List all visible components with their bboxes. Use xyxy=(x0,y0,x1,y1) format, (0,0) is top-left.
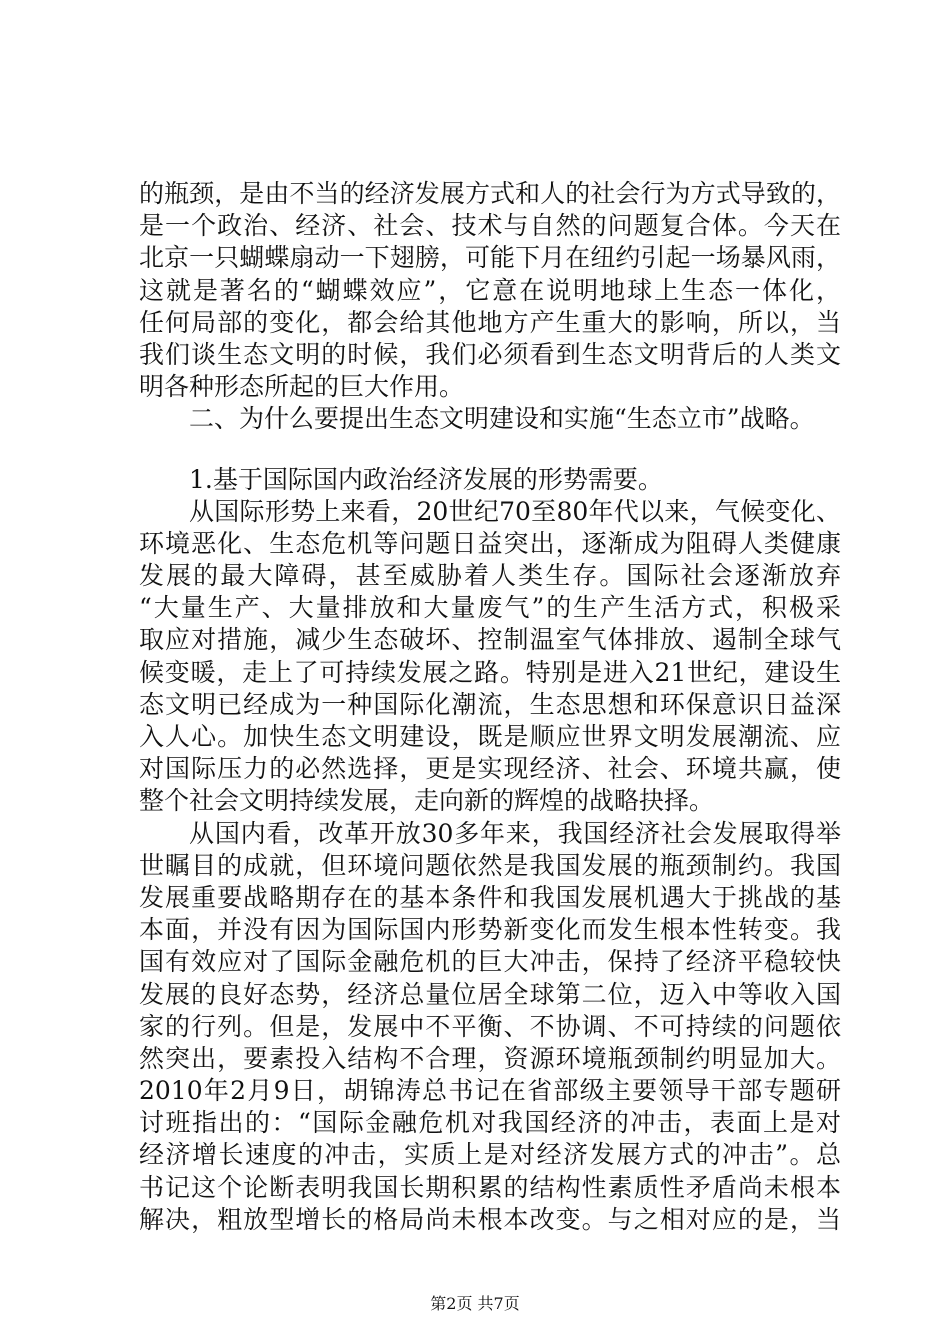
text-line: 环境恶化、生态危机等问题日益突出，逐渐成为阻碍人类健康 xyxy=(139,528,841,558)
page-footer: 第2页 共7页 xyxy=(430,1294,520,1313)
text-line: 入人心。加快生态文明建设，既是顺应世界文明发展潮流、应 xyxy=(139,722,841,751)
text-line: 本面，并没有因为国际国内形势新变化而发生根本性转变。我 xyxy=(139,915,841,945)
text-line: 解决，粗放型增长的格局尚未根本改变。与之相对应的是，当 xyxy=(139,1204,841,1234)
text-line: 态文明已经成为一种国际化潮流，生态思想和环保意识日益深 xyxy=(139,689,841,719)
text-line: 经济增长速度的冲击，实质上是对经济发展方式的冲击”。总 xyxy=(139,1140,841,1170)
text-line: 二、为什么要提出生态文明建设和实施“生态立市”战略。 xyxy=(189,404,815,434)
text-line: 明各种形态所起的巨大作用。 xyxy=(139,372,465,402)
text-line: 然突出，要素投入结构不合理，资源环境瓶颈制约明显加大。 xyxy=(139,1043,841,1073)
text-line: 我们谈生态文明的时候，我们必须看到生态文明背后的人类文 xyxy=(139,339,841,369)
text-line: 国有效应对了国际金融危机的巨大冲击，保持了经济平稳较快 xyxy=(139,947,841,977)
paragraph xyxy=(139,178,841,403)
text-line: 任何局部的变化，都会给其他地方产生重大的影响，所以，当 xyxy=(139,307,841,337)
text-line: 这就是著名的“蝴蝶效应”，它意在说明地球上生态一体化， xyxy=(139,275,841,305)
paragraph xyxy=(139,818,841,1236)
section-heading xyxy=(139,403,841,435)
text-line: 2010年2月9日，胡锦涛总书记在省部级主要领导干部专题研 xyxy=(139,1076,841,1106)
text-line: 发展重要战略期存在的基本条件和我国发展机遇大于挑战的基 xyxy=(139,882,841,912)
text-line: 从国内看，改革开放30多年来，我国经济社会发展取得举 xyxy=(189,818,841,848)
text-line: 发展的最大障碍，甚至威胁着人类生存。国际社会逐渐放弃 xyxy=(139,561,841,591)
text-line: “大量生产、大量排放和大量废气”的生产生活方式，积极采 xyxy=(139,593,841,623)
text-line: 发展的良好态势，经济总量位居全球第二位，迈入中等收入国 xyxy=(139,979,841,1009)
text-line: 世瞩目的成就，但环境问题依然是我国发展的瓶颈制约。我国 xyxy=(139,850,841,880)
subsection-heading xyxy=(139,464,841,496)
paragraph xyxy=(139,496,841,818)
text-line: 的瓶颈，是由不当的经济发展方式和人的社会行为方式导致的， xyxy=(139,179,841,208)
text-line: 讨班指出的：“国际金融危机对我国经济的冲击，表面上是对 xyxy=(139,1108,841,1138)
text-line: 从国际形势上来看，20世纪70至80年代以来，气候变化、 xyxy=(189,496,841,526)
text-line: 1.基于国际国内政治经济发展的形势需要。 xyxy=(189,464,663,494)
text-line: 是一个政治、经济、社会、技术与自然的问题复合体。今天在 xyxy=(139,211,841,241)
text-line: 取应对措施，减少生态破坏、控制温室气体排放、遏制全球气 xyxy=(139,625,841,655)
text-line: 对国际压力的必然选择，更是实现经济、社会、环境共赢，使 xyxy=(139,754,841,784)
text-line: 北京一只蝴蝶扇动一下翅膀，可能下月在纽约引起一场暴风雨， xyxy=(139,243,841,273)
text-line: 候变暖，走上了可持续发展之路。特别是进入21世纪，建设生 xyxy=(139,657,841,687)
text-line: 书记这个论断表明我国长期积累的结构性素质性矛盾尚未根本 xyxy=(139,1172,841,1202)
document-body xyxy=(139,178,841,1236)
text-line: 整个社会文明持续发展，走向新的辉煌的战略抉择。 xyxy=(139,786,715,816)
text-line: 家的行列。但是，发展中不平衡、不协调、不可持续的问题依 xyxy=(139,1011,841,1041)
